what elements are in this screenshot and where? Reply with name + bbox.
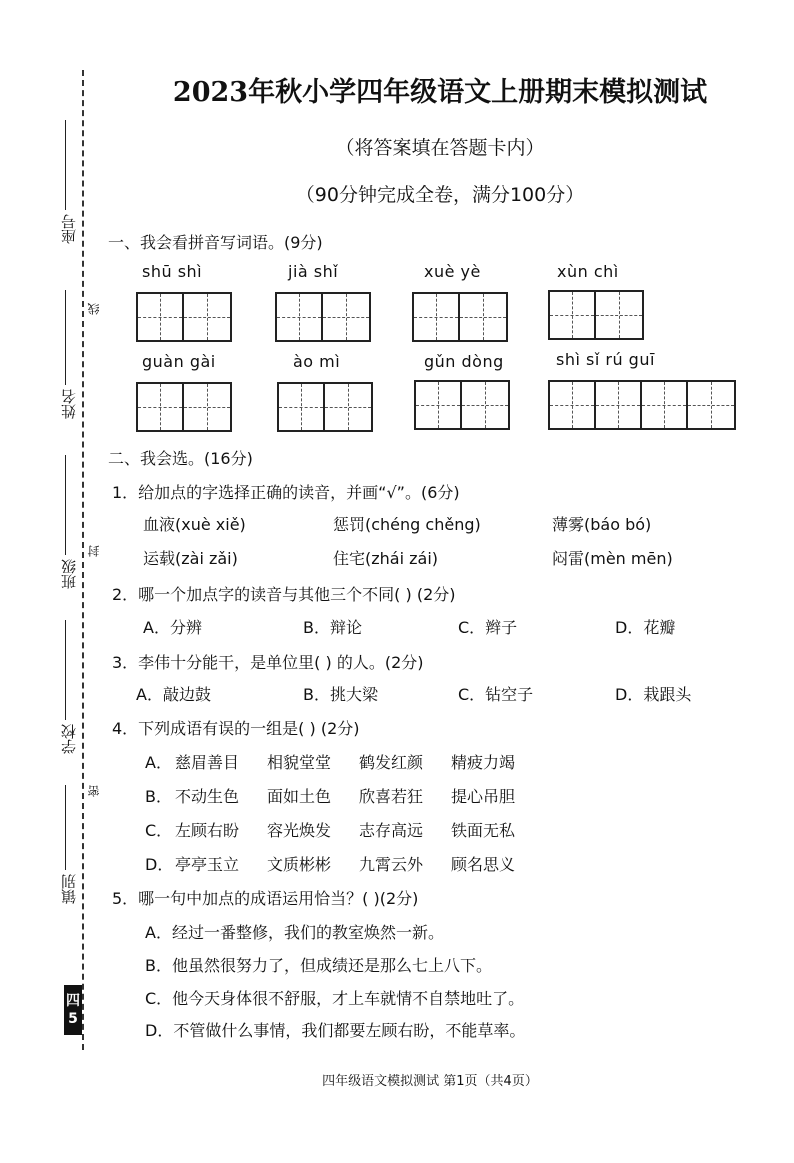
pinyin-label: guàn gài <box>142 352 216 371</box>
q2-option-d[interactable]: D．花瓣 <box>615 618 676 637</box>
q5-option-a[interactable]: A．经过一番整修，我们的教室焕然一新。 <box>145 923 444 942</box>
answer-grid[interactable] <box>275 292 371 342</box>
school-field[interactable] <box>52 620 78 754</box>
q4-option-a[interactable] <box>145 750 543 773</box>
seat-number-field[interactable] <box>52 120 78 244</box>
page-title: 2023年秋小学四年级语文上册期末模拟测试 <box>172 77 708 108</box>
option-letter: A． <box>145 753 172 772</box>
idiom: 铁面无私 <box>451 821 516 840</box>
option-letter: B． <box>145 787 172 806</box>
idiom: 亭亭玉立 <box>175 855 240 874</box>
q1-item[interactable]: 薄雾(báo bó) <box>552 515 652 534</box>
answer-grid[interactable] <box>412 292 508 342</box>
school-label: 学校 <box>59 724 78 754</box>
answer-grid[interactable] <box>548 380 736 430</box>
q1-item[interactable]: 运载(zài zǎi) <box>143 549 238 568</box>
class-field[interactable] <box>52 455 78 589</box>
idiom: 九霄云外 <box>359 855 424 874</box>
idiom: 顾名思义 <box>451 855 516 874</box>
idiom: 面如土色 <box>267 787 332 806</box>
q4-option-d[interactable] <box>145 852 543 875</box>
bind-char-seal: 封 <box>87 545 101 557</box>
section2-heading: 二、我会选。(16分) <box>108 449 253 468</box>
q4-option-b[interactable] <box>145 784 543 807</box>
idiom: 相貌堂堂 <box>267 753 332 772</box>
q1-item[interactable]: 惩罚(chéng chěng) <box>333 515 481 534</box>
answer-grid[interactable] <box>136 382 232 432</box>
answer-note: （将答案填在答题卡内） <box>335 137 545 159</box>
grade-tag <box>64 985 82 1035</box>
pinyin-label: ào mì <box>293 352 341 371</box>
q1-item[interactable]: 住宅(zhái zái) <box>333 549 439 568</box>
section1-heading: 一、我会看拼音写词语。(9分) <box>108 233 323 252</box>
pinyin-label: gǔn dòng <box>424 352 504 371</box>
page-footer: 四年级语文模拟测试 第1页（共4页） <box>322 1074 538 1089</box>
pinyin-label: xùn chì <box>557 262 619 281</box>
name-label: 姓名 <box>59 389 78 419</box>
answer-grid[interactable] <box>414 380 510 430</box>
pinyin-label: shū shì <box>142 262 203 281</box>
seat-number-label: 座号 <box>59 214 78 244</box>
question-4-stem: 4．下列成语有误的一组是( ) (2分) <box>112 719 360 738</box>
q5-option-b[interactable]: B．他虽然很努力了，但成绩还是那么七上八下。 <box>145 956 492 975</box>
time-note: （90分钟完成全卷，满分100分） <box>295 184 585 206</box>
name-field[interactable] <box>52 290 78 419</box>
pinyin-label: xuè yè <box>424 262 481 281</box>
q3-option-c[interactable]: C．钻空子 <box>458 685 534 704</box>
question-2-stem: 2．哪一个加点字的读音与其他三个不同( ) (2分) <box>112 585 456 604</box>
q1-item[interactable]: 血液(xuè xiě) <box>143 515 246 534</box>
question-3-stem: 3．李伟十分能干，是单位里( ) 的人。(2分) <box>112 653 424 672</box>
q2-option-b[interactable]: B．辩论 <box>303 618 362 637</box>
idiom: 志存高远 <box>359 821 424 840</box>
idiom: 不动生色 <box>175 787 240 806</box>
pinyin-label: shì sǐ rú guī <box>556 350 655 369</box>
town-field[interactable] <box>52 785 78 904</box>
grade-tag-char: 四 <box>66 992 80 1009</box>
q2-option-a[interactable]: A．分辨 <box>143 618 202 637</box>
idiom: 文质彬彬 <box>267 855 332 874</box>
answer-grid[interactable] <box>277 382 373 432</box>
q2-option-c[interactable]: C．辫子 <box>458 618 518 637</box>
option-letter: D． <box>145 855 174 874</box>
grade-tag-num: 5 <box>68 1011 78 1027</box>
idiom: 提心吊胆 <box>451 787 516 806</box>
idiom: 容光焕发 <box>267 821 332 840</box>
idiom: 欣喜若狂 <box>359 787 424 806</box>
q1-item[interactable]: 闷雷(mèn mēn) <box>552 549 673 568</box>
q3-option-b[interactable]: B．挑大梁 <box>303 685 378 704</box>
idiom: 慈眉善目 <box>175 753 240 772</box>
q4-option-c[interactable] <box>145 818 543 841</box>
class-label: 班级 <box>59 559 78 589</box>
q5-option-d[interactable]: D．不管做什么事情，我们都要左顾右盼，不能草率。 <box>145 1021 526 1040</box>
option-letter: C． <box>145 821 173 840</box>
q5-option-c[interactable]: C．他今天身体很不舒服，才上车就情不自禁地吐了。 <box>145 989 525 1008</box>
answer-grid[interactable] <box>548 290 644 340</box>
question-1-stem: 1．给加点的字选择正确的读音，并画“√”。(6分) <box>112 483 460 502</box>
answer-grid[interactable] <box>136 292 232 342</box>
bind-char-secret: 密 <box>87 785 101 797</box>
idiom: 精疲力竭 <box>451 753 516 772</box>
bind-char-line: 线 <box>87 303 101 315</box>
pinyin-label: jià shǐ <box>288 262 339 281</box>
idiom: 左顾右盼 <box>175 821 240 840</box>
q3-option-a[interactable]: A．敲边鼓 <box>136 685 211 704</box>
q3-option-d[interactable]: D．栽跟头 <box>615 685 692 704</box>
idiom: 鹤发红颜 <box>359 753 424 772</box>
town-label: 镇别 <box>59 874 78 904</box>
question-5-stem: 5．哪一句中加点的成语运用恰当？( )(2分) <box>112 889 419 908</box>
binding-dashed-line <box>82 70 84 1050</box>
